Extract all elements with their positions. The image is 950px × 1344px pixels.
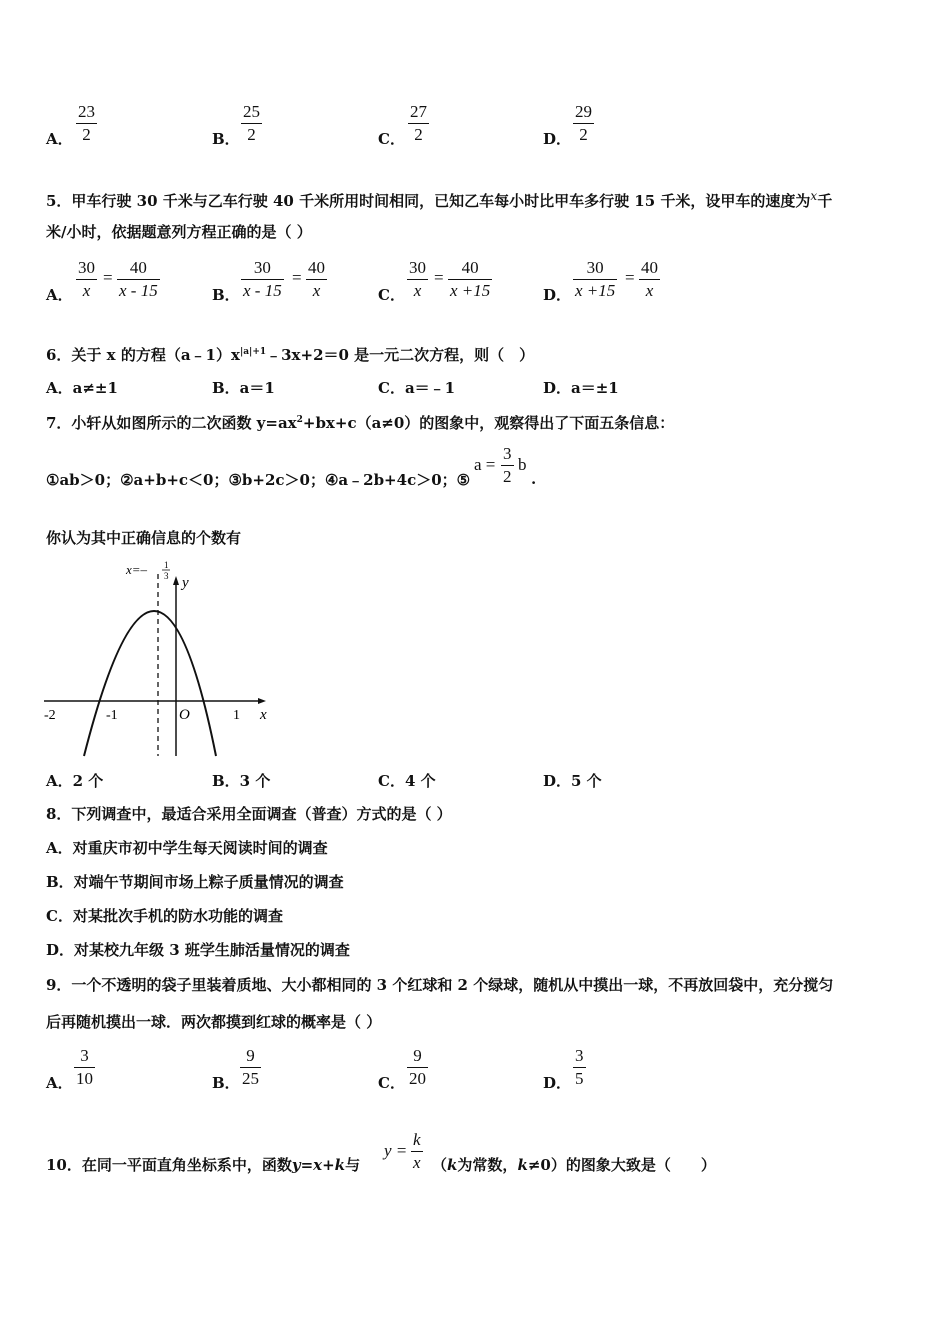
q5-d-right-fraction: 40 x <box>641 258 658 300</box>
q5-option-a-letter: A． <box>46 286 73 304</box>
tick-label-neg2: -2 <box>44 708 56 723</box>
symmetry-label: x=– <box>126 562 148 577</box>
y-axis-label: y <box>182 575 189 591</box>
q7-eq-end: . <box>531 470 537 488</box>
q5-d-left-fraction: 30 x +15 <box>575 258 616 300</box>
q9-option-b-letter: B． <box>212 1074 240 1092</box>
q6-option-b: B．a＝1 <box>212 379 275 397</box>
symmetry-label-num: 1 <box>164 560 169 570</box>
q9-option-b-fraction: 9 25 <box>242 1046 259 1088</box>
q6-stem: 6．关于 x 的方程$(a﹣1)x^{|a|+1}﹣3x+2=0$ 是一元二次方程，则（ ） <box>46 346 535 364</box>
q8-option-c: C．对某批次手机的防水功能的调查 <box>46 907 283 925</box>
q7-stem: 7．小轩从如图所示的二次函数 $y=ax^2+bx+c(a\ne 0)$的图象中，观察得出了下面五条信息： <box>46 414 675 432</box>
q7-option-a: A．2 个 <box>46 772 104 790</box>
tick-label-1: 1 <box>233 708 240 723</box>
q5-b-equals: = <box>292 268 302 287</box>
q7-parabola-graph <box>40 560 280 760</box>
q9-option-a-letter: A． <box>46 1074 73 1092</box>
x-axis-arrow <box>258 698 266 704</box>
q5-b-right-fraction: 40 x <box>308 258 325 300</box>
q9-stem-line2: 后再随机摸出一球．两次都摸到红球的概率是（ ） <box>46 1013 382 1031</box>
q7-eq-fraction: 3 2 <box>503 444 512 486</box>
q6-option-c: C．a＝﹣1 <box>378 379 456 397</box>
q4-option-c-fraction: 27 2 <box>410 102 427 144</box>
q5-c-right-fraction: 40 x +15 <box>450 258 491 300</box>
q7-option-b: B．3 个 <box>212 772 271 790</box>
q10-eq-left: y = <box>384 1141 408 1160</box>
q7-info-list: ①ab＞0；②a+b+c＜0；③b+2c＞0；④a﹣2b+4c＞0；⑤ <box>46 471 471 489</box>
q5-stem-line2: 米/小时，依据题意列方程正确的是（ ） <box>46 223 312 241</box>
q9-option-a-fraction: 3 10 <box>76 1046 93 1088</box>
q9-stem-line1: 9．一个不透明的袋子里装着质地、大小都相同的 3 个红球和 2 个绿球，随机从中摸出一球，不再放回袋中，充分搅匀 <box>46 976 834 994</box>
q8-option-b: B．对端午节期间市场上粽子质量情况的调查 <box>46 873 344 891</box>
q4-option-b-fraction: 25 2 <box>243 102 260 144</box>
q9-option-c-letter: C． <box>378 1074 405 1092</box>
x-axis-label: x <box>260 707 267 723</box>
q10-stem-prefix: 10．在同一平面直角坐标系中，函数y=x+k与 <box>46 1156 361 1174</box>
y-axis-arrow <box>173 576 179 585</box>
q5-option-b-letter: B． <box>212 286 240 304</box>
q4-option-d-fraction: 29 2 <box>575 102 592 144</box>
q5-option-d-letter: D． <box>543 286 572 304</box>
q4-option-c-letter: C． <box>378 130 405 148</box>
q10-eq-fraction: k x <box>413 1130 421 1172</box>
q5-a-right-fraction: 40 x - 15 <box>119 258 158 300</box>
q5-a-left-fraction: 30 x <box>78 258 95 300</box>
q8-option-a: A．对重庆市初中学生每天阅读时间的调查 <box>46 839 328 857</box>
q7-ask: 你认为其中正确信息的个数有 <box>46 529 242 547</box>
q9-option-d-letter: D． <box>543 1074 572 1092</box>
q6-option-d: D．a＝±1 <box>543 379 619 397</box>
q5-stem-line1: 5．甲车行驶 30 千米与乙车行驶 40 千米所用时间相同，已知乙车每小时比甲车多行驶 15 千米，设甲车的速度为$^x$千 <box>46 189 833 210</box>
q7-option-c: C．4 个 <box>378 772 436 790</box>
q4-option-a-letter: A． <box>46 130 73 148</box>
q10-stem-suffix: （k为常数，k≠0）的图象大致是（ ） <box>432 1156 716 1174</box>
q6-option-a: A．a≠±1 <box>46 379 118 397</box>
q5-a-equals: = <box>103 268 113 287</box>
q5-c-equals: = <box>434 268 444 287</box>
parabola-curve <box>84 611 216 756</box>
q5-d-equals: = <box>625 268 635 287</box>
q8-stem: 8．下列调查中，最适合采用全面调查（普查）方式的是（ ） <box>46 805 452 823</box>
q5-option-c-letter: C． <box>378 286 405 304</box>
q7-eq-right: b <box>518 455 527 474</box>
tick-label-neg1: -1 <box>106 708 118 723</box>
q8-option-d: D．对某校九年级 3 班学生肺活量情况的调查 <box>46 941 350 959</box>
origin-label: O <box>179 707 190 723</box>
q4-option-a-fraction: 23 2 <box>78 102 95 144</box>
q4-option-b-letter: B． <box>212 130 240 148</box>
q5-c-left-fraction: 30 x <box>409 258 426 300</box>
q7-option-d: D．5 个 <box>543 772 602 790</box>
q5-b-left-fraction: 30 x - 15 <box>243 258 282 300</box>
q7-eq-left: a = <box>474 455 496 474</box>
q9-option-d-fraction: 3 5 <box>575 1046 584 1088</box>
q4-option-d-letter: D． <box>543 130 572 148</box>
symmetry-label-den: 3 <box>164 571 169 581</box>
q9-option-c-fraction: 9 20 <box>409 1046 426 1088</box>
